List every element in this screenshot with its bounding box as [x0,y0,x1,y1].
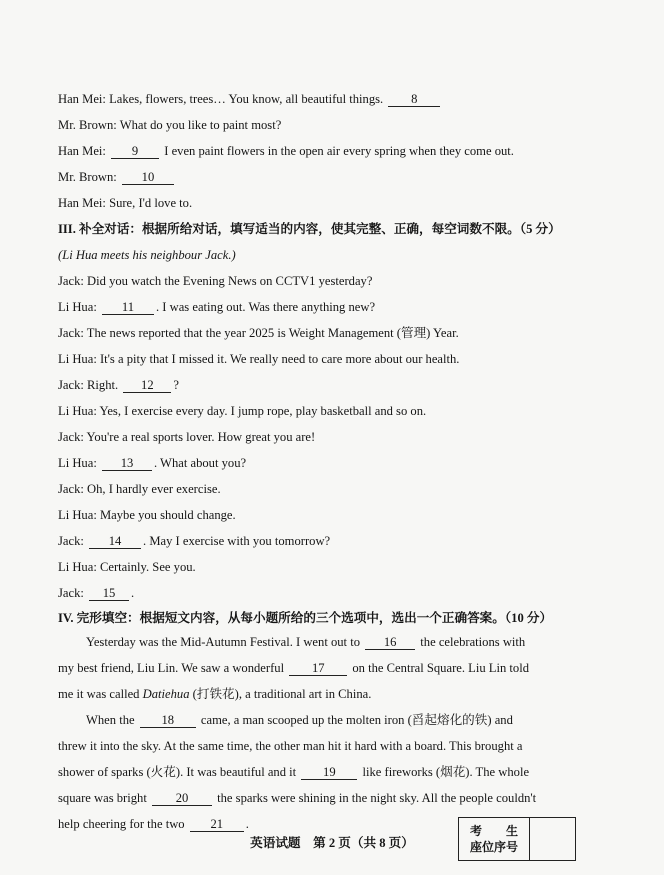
line-text: Mr. Brown: [58,170,120,184]
text-line [58,325,608,341]
text-line [58,117,608,133]
answer-blank-12[interactable]: 12 [123,379,171,393]
italic-term: Datiehua [142,687,190,701]
line-text: Jack: Oh, I hardly ever exercise. [58,482,221,496]
line-text: When the [86,713,138,727]
line-text: Han Mei: Lakes, flowers, trees… You know, all beautiful things. [58,92,387,106]
line-text: Li Hua: Maybe you should change. [58,508,236,522]
line-text: Han Mei: Sure, I'd love to. [58,196,193,210]
line-text: the sparks were shining in the night sky. All the people couldn't [213,791,537,805]
line-text: the celebrations with [417,635,526,649]
line-text: Jack: You're a real sports lover. How great you are! [58,430,316,444]
text-line [58,169,608,185]
text-line [58,533,608,549]
text-line [86,712,608,728]
section-3-context: (Li Hua meets his neighbour Jack.) [58,248,236,262]
text-line [58,455,608,471]
text-line [86,634,608,650]
text-line [58,686,608,702]
line-text: Yesterday was the Mid-Autumn Festival. I went out to [86,635,364,649]
text-line [58,351,608,367]
line-text: Jack: The news reported that the year 2025 is Weight Management (管理) Year. [58,326,459,340]
answer-blank-9[interactable]: 9 [111,145,159,159]
text-line [58,403,608,419]
text-line [58,91,608,107]
line-text: came, a man scooped up the molten iron (舀起熔化的铁) and [197,713,513,727]
text-line [58,660,608,676]
line-text: Han Mei: [58,144,110,158]
text-line [58,507,608,523]
line-text: Jack: [58,586,88,600]
line-text: Mr. Brown: What do you like to paint most? [58,118,282,132]
line-text: . I was eating out. Was there anything new? [155,300,376,314]
line-text: threw it into the sky. At the same time, the other man hit it hard with a board. This brought a [58,739,523,753]
line-text: on the Central Square. Liu Lin told [349,661,530,675]
answer-blank-18[interactable]: 18 [140,714,196,728]
section-3-title: III. 补全对话：根据所给对话，填写适当的内容，使其完整、正确，每空词数不限。（5 分） [58,222,561,236]
text-line [58,377,608,393]
answer-blank-15[interactable]: 15 [89,587,129,601]
text-line [58,738,608,754]
line-text: . [245,817,249,831]
seat-label [459,818,530,860]
line-text: like fireworks (烟花). The whole [359,765,530,779]
line-text: Li Hua: Yes, I exercise every day. I jump rope, play basketball and so on. [58,404,427,418]
text-line [58,299,608,315]
line-text: my best friend, Liu Lin. We saw a wonderful [58,661,288,675]
answer-blank-19[interactable]: 19 [301,766,357,780]
line-text: me it was called [58,687,143,701]
seat-label-line2: 座位序号 [469,840,518,854]
seat-label-line1: 考 生 [469,824,518,838]
text-line [58,559,608,575]
line-text: Li Hua: [58,456,100,470]
answer-blank-20[interactable]: 20 [152,792,212,806]
text-line [58,429,608,445]
line-text: Li Hua: [58,300,100,314]
line-text: Jack: Did you watch the Evening News on CCTV1 yesterday? [58,274,373,288]
answer-blank-21[interactable]: 21 [190,818,244,832]
text-line [58,195,608,211]
line-text: I even paint flowers in the open air every spring when they come out. [161,144,514,158]
line-text: . May I exercise with you tomorrow? [143,534,331,548]
text-line [58,481,608,497]
line-text: ? [173,378,179,392]
answer-blank-13[interactable]: 13 [102,457,152,471]
section-4-title: IV. 完形填空：根据短文内容，从每小题所给的三个选项中，选出一个正确答案。（10 分） [58,611,553,625]
answer-blank-16[interactable]: 16 [365,636,415,650]
line-text: Li Hua: It's a pity that I missed it. We really need to care more about our health. [58,352,460,366]
answer-blank-11[interactable]: 11 [102,301,154,315]
line-text: Li Hua: Certainly. See you. [58,560,196,574]
answer-blank-14[interactable]: 14 [89,535,141,549]
line-text: . [131,586,135,600]
line-text: Jack: Right. [58,378,122,392]
line-text: shower of sparks (火花). It was beautiful and it [58,765,300,779]
text-line [58,585,608,601]
seat-number-box [458,817,576,861]
answer-blank-10[interactable]: 10 [122,171,174,185]
answer-blank-17[interactable]: 17 [289,662,347,676]
page-footer: 英语试题 第 2 页（共 8 页） [250,836,414,850]
line-text: (打铁花), a traditional art in China. [189,687,372,701]
line-text: . What about you? [153,456,247,470]
text-line [58,273,608,289]
text-line [58,764,608,780]
seat-number-field[interactable] [530,818,575,860]
text-line [58,143,608,159]
line-text: help cheering for the two [58,817,188,831]
text-line [58,790,608,806]
line-text: square was bright [58,791,150,805]
answer-blank-8[interactable]: 8 [388,93,440,107]
line-text: Jack: [58,534,88,548]
